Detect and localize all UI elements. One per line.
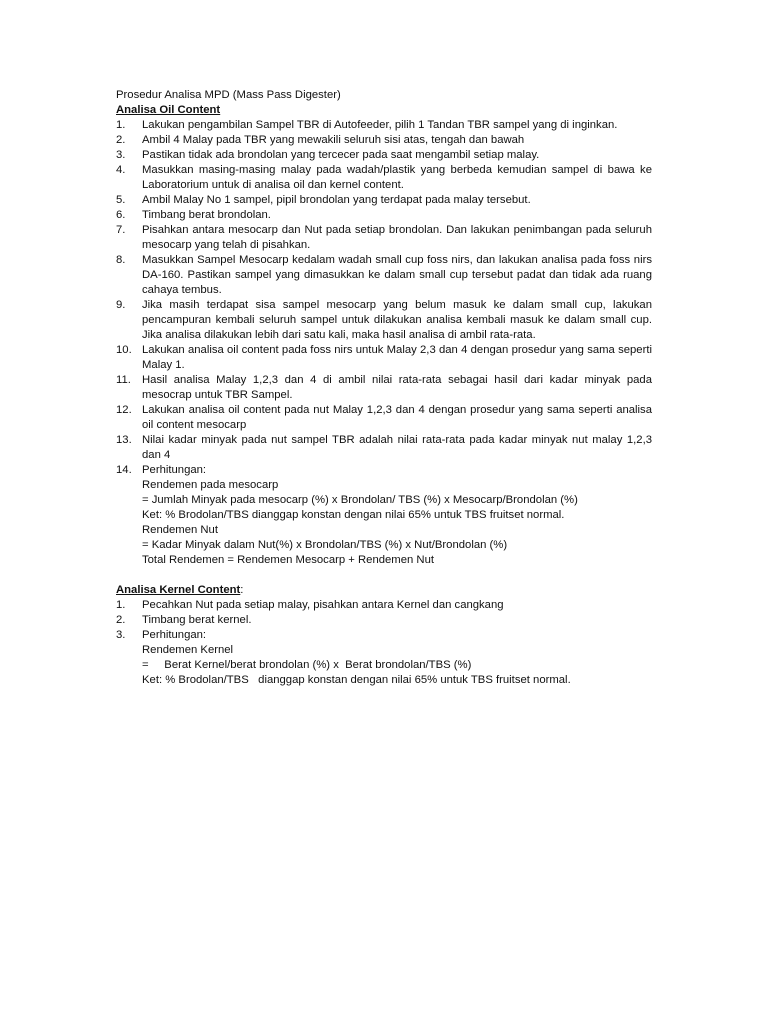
item-text: Timbang berat brondolan. [142, 209, 271, 221]
oil-content-heading: Analisa Oil Content [116, 104, 221, 116]
oil-calculation-block [116, 478, 652, 568]
item-text: Masukkan Sampel Mesocarp kedalam wadah small cup foss nirs, dan lakukan analisa pada foss nirs DA-160. Pastikan sampel yang dimasukkan ke dalam small cup tersebut padat dan tidak ada ruang cahaya tembus. [142, 254, 652, 296]
item-text: Ambil Malay No 1 sampel, pipil brondolan yang terdapat pada malay tersebut. [142, 194, 531, 206]
list-item [116, 298, 652, 343]
calc-line: = Kadar Minyak dalam Nut(%) x Brondolan/TBS (%) x Nut/Brondolan (%) [142, 539, 508, 551]
calc-line: = Berat Kernel/berat brondolan (%) x Berat brondolan/TBS (%) [142, 659, 472, 671]
item-text: Pastikan tidak ada brondolan yang tercecer pada saat mengambil setiap malay. [142, 149, 540, 161]
list-item [116, 433, 652, 463]
item-number: 1. [116, 119, 126, 131]
list-item [116, 373, 652, 403]
item-text: Pecahkan Nut pada setiap malay, pisahkan antara Kernel dan cangkang [142, 599, 504, 611]
item-text: Hasil analisa Malay 1,2,3 dan 4 di ambil nilai rata-rata sebagai hasil dari kadar minyak pada mesocrap untuk TBR Sampel. [142, 374, 652, 401]
list-item [116, 598, 652, 613]
item-text: Perhitungan: [142, 629, 207, 641]
calc-line: Rendemen Nut [142, 524, 218, 536]
item-number: 7. [116, 224, 126, 236]
list-item [116, 148, 652, 163]
oil-content-list [116, 118, 652, 478]
item-number: 10. [116, 344, 132, 356]
document-title: Prosedur Analisa MPD (Mass Pass Digester) [116, 89, 341, 101]
item-number: 3. [116, 629, 126, 641]
item-text: Nilai kadar minyak pada nut sampel TBR adalah nilai rata-rata pada kadar minyak nut malay 1,2,3 dan 4 [142, 434, 652, 461]
item-number: 14. [116, 464, 132, 476]
item-text: Masukkan masing-masing malay pada wadah/plastik yang berbeda kemudian sampel di bawa ke Laboratorium untuk di analisa oil dan kernel content. [142, 164, 652, 191]
list-item [116, 193, 652, 208]
item-text: Perhitungan: [142, 464, 207, 476]
item-number: 8. [116, 254, 126, 266]
item-text: Pisahkan antara mesocarp dan Nut pada setiap brondolan. Dan lakukan penimbangan pada seluruh mesocarp yang telah di pisahkan. [142, 224, 652, 251]
list-item [116, 133, 652, 148]
list-item [116, 118, 652, 133]
item-number: 1. [116, 599, 126, 611]
kernel-calculation-block [116, 643, 652, 688]
kernel-content-list [116, 598, 652, 643]
document-page [116, 88, 652, 688]
calc-line: Ket: % Brodolan/TBS dianggap konstan dengan nilai 65% untuk TBS fruitset normal. [142, 509, 565, 521]
item-text: Lakukan analisa oil content pada nut Malay 1,2,3 dan 4 dengan prosedur yang sama seperti analisa oil content mesocarp [142, 404, 652, 431]
item-text: Lakukan analisa oil content pada foss nirs untuk Malay 2,3 dan 4 dengan prosedur yang sama seperti Malay 1. [142, 344, 652, 371]
item-text: Timbang berat kernel. [142, 614, 252, 626]
calc-line: Rendemen Kernel [142, 644, 234, 656]
kernel-content-heading-line [116, 583, 652, 598]
item-number: 13. [116, 434, 132, 446]
list-item [116, 613, 652, 628]
item-text: Lakukan pengambilan Sampel TBR di Autofeeder, pilih 1 Tandan TBR sampel yang di inginkan. [142, 119, 618, 131]
list-item [116, 163, 652, 193]
calc-line: Total Rendemen = Rendemen Mesocarp + Rendemen Nut [142, 554, 435, 566]
item-number: 4. [116, 164, 126, 176]
calc-line: Ket: % Brodolan/TBS dianggap konstan dengan nilai 65% untuk TBS fruitset normal. [142, 674, 571, 686]
item-number: 2. [116, 134, 126, 146]
item-text: Jika masih terdapat sisa sampel mesocarp yang belum masuk ke dalam small cup, lakukan pencampuran kembali seluruh sampel untuk dilakukan analisa kembali masuk ke dalam small cup. Jika analisa dilakukan lebih dari satu kali, maka hasil analisa di ambil rata-rata. [142, 299, 652, 341]
list-item [116, 343, 652, 373]
section-spacer [116, 568, 652, 583]
item-number: 5. [116, 194, 126, 206]
item-number: 6. [116, 209, 126, 221]
kernel-content-heading: Analisa Kernel Content [116, 584, 241, 596]
item-number: 3. [116, 149, 126, 161]
list-item [116, 253, 652, 298]
item-number: 9. [116, 299, 126, 311]
item-number: 2. [116, 614, 126, 626]
item-number: 12. [116, 404, 132, 416]
list-item [116, 628, 652, 643]
item-text: Ambil 4 Malay pada TBR yang mewakili seluruh sisi atas, tengah dan bawah [142, 134, 525, 146]
list-item [116, 208, 652, 223]
list-item [116, 403, 652, 433]
kernel-heading-colon: : [240, 584, 244, 596]
calc-line: = Jumlah Minyak pada mesocarp (%) x Brondolan/ TBS (%) x Mesocarp/Brondolan (%) [142, 494, 578, 506]
item-number: 11. [116, 374, 131, 386]
list-item [116, 463, 652, 478]
list-item [116, 223, 652, 253]
calc-line: Rendemen pada mesocarp [142, 479, 279, 491]
